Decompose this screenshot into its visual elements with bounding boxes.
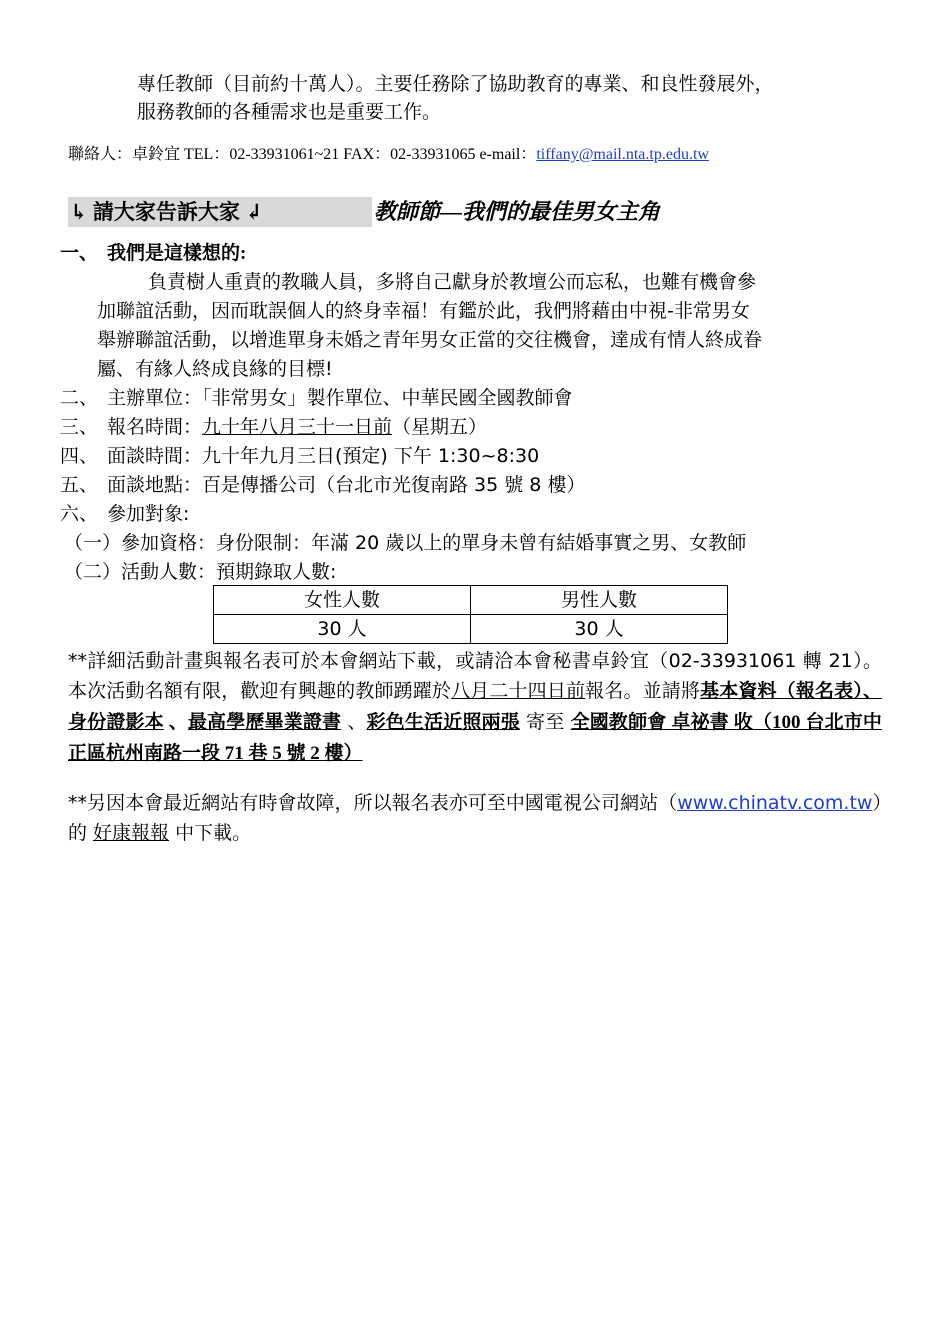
banner bbox=[70, 197, 263, 227]
contact-email-link[interactable]: tiffany@mail.nta.tp.edu.tw bbox=[536, 146, 709, 163]
note-text: 報名。並請將 bbox=[585, 680, 701, 702]
arrow-down-right-icon: ↳ bbox=[70, 200, 88, 224]
table-row bbox=[214, 615, 728, 644]
item-interview-time bbox=[60, 442, 539, 470]
note-text: 中下載。 bbox=[169, 822, 252, 844]
table-header-female: 女性人數 bbox=[214, 586, 471, 615]
quota-table bbox=[213, 585, 728, 644]
item-number: 三、 bbox=[60, 416, 99, 438]
registration-deadline: 九十年八月三十一日前 bbox=[202, 416, 393, 438]
arrow-down-left-icon: ↲ bbox=[245, 200, 263, 224]
section-1-para-line-4: 屬、有緣人終成良緣的目標! bbox=[97, 358, 333, 380]
chinatv-website-link[interactable]: www.chinatv.com.tw bbox=[677, 792, 873, 814]
item-interview-location bbox=[60, 471, 585, 499]
sub-item-headcount: （二）活動人數：預期錄取人數: bbox=[64, 561, 337, 583]
headline: 教師節—我們的最佳男女主角 bbox=[374, 199, 661, 224]
item-label: 主辦單位： bbox=[107, 387, 203, 409]
section-1-para-line-1: 負責樹人重責的教職人員，多將自己獻身於教壇公而忘私，也難有機會參 bbox=[148, 271, 757, 293]
item-number: 六、 bbox=[60, 503, 99, 525]
mailing-address: 全國教師會 卓祕書 收（100 台北市中正區杭州南路一段 71 巷 5 號 2 樓） bbox=[68, 712, 882, 764]
note-separator: 、 bbox=[341, 711, 367, 733]
good-news-page: 好康報報 bbox=[93, 822, 170, 844]
intro-line-1: 專任教師（目前約十萬人）。主要任務除了協助教育的專業、和良性發展外， bbox=[137, 73, 774, 95]
contact-label: 聯絡人：卓鈴宜 TEL：02-33931061~21 FAX：02-33931065 e-mail： bbox=[68, 146, 537, 163]
note-text: 寄至 bbox=[519, 711, 571, 733]
table-cell-male-count: 30 人 bbox=[471, 615, 728, 644]
item-label: 參加對象: bbox=[107, 503, 190, 525]
item-number: 二、 bbox=[60, 387, 99, 409]
item-label: 面談地點： bbox=[107, 474, 203, 496]
note-text: **詳細活動計畫與報名表可於本會網站下載，或請洽本會秘書卓鈴宜（02-33931061 轉 21）。本次活動名額有限，歡迎有興趣的教師踴躍於 bbox=[68, 650, 882, 702]
required-basic-info: 基本資料（報名表） bbox=[700, 681, 863, 702]
registration-date: 八月二十四日前 bbox=[451, 680, 586, 702]
item-number: 四、 bbox=[60, 445, 99, 467]
contact-line bbox=[68, 144, 709, 166]
section-1-para-line-2: 加聯誼活動，因而耽誤個人的終身幸福！有鑑於此，我們將藉由中視-非常男女 bbox=[97, 300, 750, 322]
note-text: ）的 bbox=[68, 792, 882, 844]
sub-item-eligibility: （一）參加資格：身份限制：年滿 20 歲以上的單身未曾有結婚事實之男、女教師 bbox=[64, 532, 747, 554]
item-registration-time bbox=[60, 413, 487, 441]
section-1-heading bbox=[60, 240, 246, 268]
item-value: 「非常男女」製作單位、中華民國全國教師會 bbox=[202, 387, 573, 409]
note-download bbox=[68, 788, 882, 848]
item-label: 面談時間： bbox=[107, 445, 203, 467]
item-number: 五、 bbox=[60, 474, 99, 496]
table-header-row bbox=[214, 586, 728, 615]
required-id-copy: 身份證影本 bbox=[68, 712, 164, 733]
item-label: 報名時間： bbox=[107, 416, 203, 438]
table-header-male: 男性人數 bbox=[471, 586, 728, 615]
required-diploma: 最高學歷畢業證書 bbox=[187, 712, 342, 733]
section-1-number: 一、 bbox=[60, 243, 99, 264]
intro-line-2: 服務教師的各種需求也是重要工作。 bbox=[137, 101, 442, 123]
item-participants bbox=[60, 500, 189, 528]
table-cell-female-count: 30 人 bbox=[214, 615, 471, 644]
item-value: 九十年九月三日(預定) 下午 1:30~8:30 bbox=[202, 445, 540, 467]
item-value: 百是傳播公司（台北市光復南路 35 號 8 樓） bbox=[202, 474, 586, 496]
required-photos: 彩色生活近照兩張 bbox=[366, 712, 520, 733]
item-value: （星期五） bbox=[392, 416, 488, 438]
section-1-para-line-3: 舉辦聯誼活動，以增進單身未婚之青年男女正當的交往機會，達成有情人終成眷 bbox=[97, 329, 763, 351]
note-registration bbox=[68, 646, 882, 769]
section-1-title: 我們是這樣想的: bbox=[107, 243, 247, 264]
note-separator: 、 bbox=[163, 712, 188, 733]
banner-label: 請大家告訴大家 bbox=[92, 200, 240, 224]
note-text: **另因本會最近網站有時會故障，所以報名表亦可至中國電視公司網站（ bbox=[68, 792, 678, 814]
note-separator: 、 bbox=[862, 681, 882, 702]
item-organizer bbox=[60, 384, 573, 412]
